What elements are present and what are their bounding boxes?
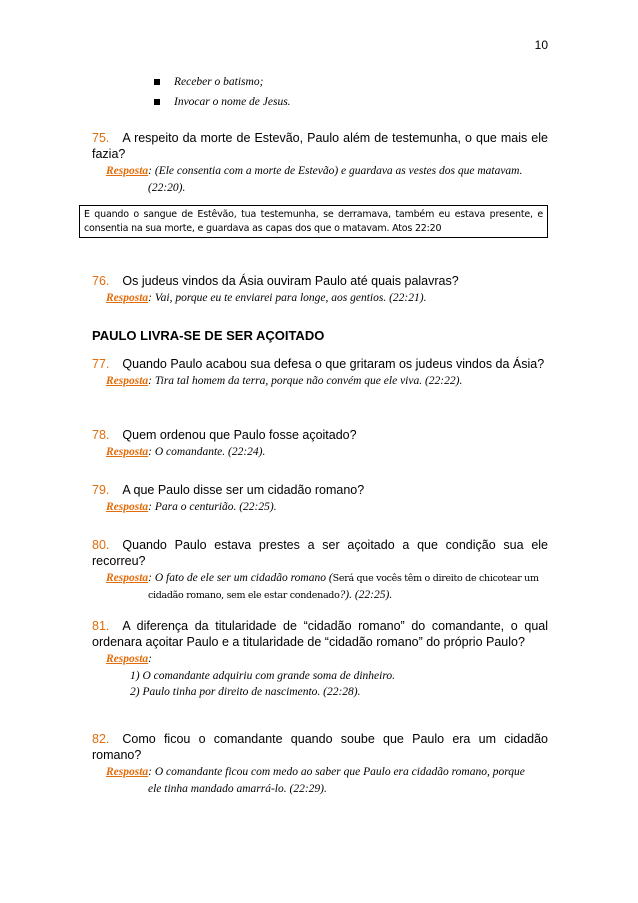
answer (92, 444, 548, 461)
question-77 (92, 356, 548, 390)
question-number: 79. (92, 483, 110, 497)
square-bullet-icon (154, 99, 160, 105)
answer-sub-item: 2) Paulo tinha por direito de nascimento. (22:28). (130, 686, 361, 698)
answer-text: : (Ele consentia com a morte de Estevão) e guardava as vestes dos que matavam. (148, 165, 523, 177)
question-79 (92, 482, 548, 516)
question-number: 82. (92, 732, 110, 746)
answer-label: Resposta (106, 292, 149, 304)
question-number: 81. (92, 619, 110, 633)
question-75 (92, 130, 548, 197)
bullet-text: Receber o batismo; (174, 76, 264, 88)
answer-text-continued: ele tinha mandado amarrá-lo. (22:29). (148, 783, 327, 795)
section-heading: PAULO LIVRA-SE DE SER AÇOITADO (92, 328, 325, 343)
question-text: Quando Paulo acabou sua defesa o que gritaram os judeus vindos da Ásia? (122, 357, 545, 371)
question-text: Como ficou o comandante quando soube que Paulo era um cidadão romano? (92, 732, 548, 762)
answer-label: Resposta (106, 653, 149, 665)
answer-text: : O fato de ele ser um cidadão romano ( (148, 572, 333, 584)
question-80 (92, 537, 548, 604)
bullet-list (154, 72, 291, 112)
answer-text: : (148, 653, 153, 665)
answer-label: Resposta (106, 446, 149, 458)
answer-quote-small-continued: cidadão romano, sem ele estar condenado (148, 590, 340, 601)
answer (92, 373, 548, 390)
bullet-item (154, 92, 291, 112)
answer-text-continued: (22:20). (148, 182, 186, 194)
bullet-item (154, 72, 291, 92)
question-text: Quem ordenou que Paulo fosse açoitado? (122, 428, 357, 442)
answer-text: : Para o centurião. (22:25). (148, 501, 277, 513)
question-text: A respeito da morte de Estevão, Paulo além de testemunha, o que mais ele fazia? (92, 131, 548, 161)
question-number: 76. (92, 274, 110, 288)
question-78 (92, 427, 548, 461)
question-82 (92, 731, 548, 798)
answer-sub-list (92, 668, 548, 700)
answer (92, 651, 548, 668)
answer-label: Resposta (106, 572, 149, 584)
answer (92, 764, 548, 798)
answer-quote-small: Será que vocês têm o direito de chicotear um (332, 573, 539, 584)
answer-label: Resposta (106, 375, 149, 387)
answer-text: : Vai, porque eu te enviarei para longe, aos gentios. (22:21). (148, 292, 427, 304)
answer-label: Resposta (106, 165, 149, 177)
question-text: Quando Paulo estava prestes a ser açoitado a que condição sua ele recorreu? (92, 538, 548, 568)
question-text: Os judeus vindos da Ásia ouviram Paulo até quais palavras? (122, 274, 459, 288)
answer (92, 290, 548, 307)
question-81 (92, 618, 548, 700)
question-number: 80. (92, 538, 110, 552)
answer (92, 163, 548, 197)
bullet-text: Invocar o nome de Jesus. (174, 96, 291, 108)
answer-text: : Tira tal homem da terra, porque não convém que ele viva. (22:22). (148, 375, 463, 387)
question-number: 77. (92, 357, 110, 371)
question-76 (92, 273, 548, 307)
question-text: A que Paulo disse ser um cidadão romano? (122, 483, 365, 497)
answer-label: Resposta (106, 501, 149, 513)
answer-text: : O comandante ficou com medo ao saber que Paulo era cidadão romano, porque (148, 766, 525, 778)
answer (92, 570, 548, 604)
question-number: 75. (92, 131, 110, 145)
answer (92, 499, 548, 516)
question-text: A diferença da titularidade de “cidadão romano” do comandante, o qual ordenara açoitar Paulo e a titularidade de “cidadão romano” do próprio Paulo? (92, 619, 548, 649)
page-number: 10 (534, 38, 548, 52)
answer-label: Resposta (106, 766, 149, 778)
question-number: 78. (92, 428, 110, 442)
answer-sub-item: 1) O comandante adquiriu com grande soma de dinheiro. (130, 670, 395, 682)
bible-quote-box: E quando o sangue de Estêvão, tua testemunha, se derramava, também eu estava presente, e consentia na sua morte, e guardava as capas dos que o matavam. Atos 22:20 (79, 205, 548, 238)
answer-text-end: ?). (22:25). (339, 589, 393, 601)
square-bullet-icon (154, 79, 160, 85)
answer-text: : O comandante. (22:24). (148, 446, 266, 458)
